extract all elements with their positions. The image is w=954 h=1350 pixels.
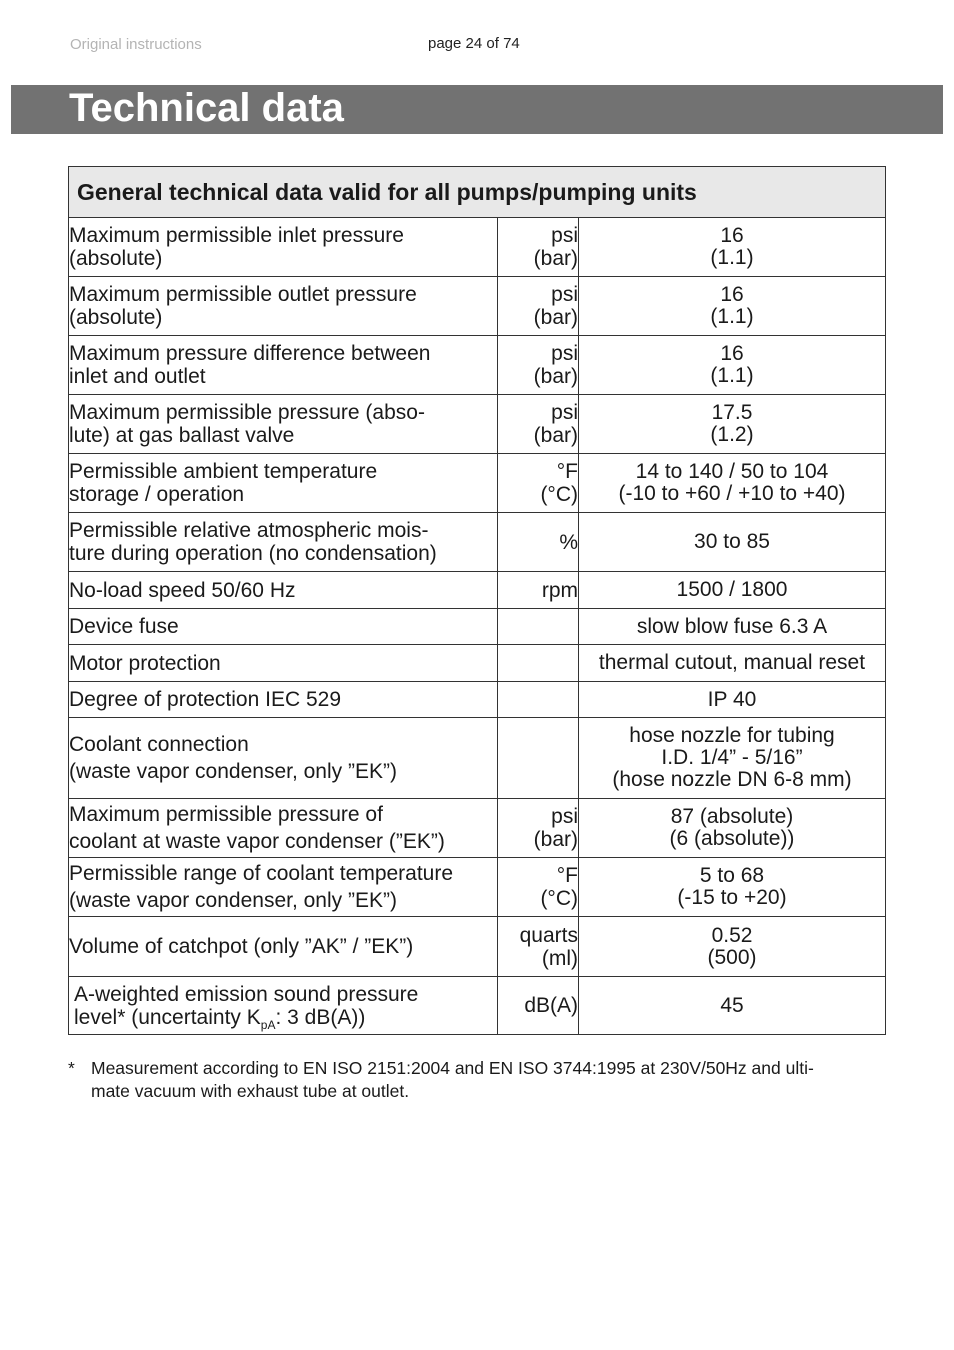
row-unit-line: (bar) xyxy=(533,306,578,329)
footnote-text xyxy=(91,1057,888,1103)
row-value-line: slow blow fuse 6.3 A xyxy=(636,614,828,638)
row-value-line: (1.1) xyxy=(710,246,754,269)
row-label-line: (absolute) xyxy=(69,306,163,329)
row-label-line: Permissible ambient temperature xyxy=(69,460,378,483)
row-label-line xyxy=(74,1005,497,1032)
table-row xyxy=(69,682,886,718)
table-heading: General technical data valid for all pumps/pumping units xyxy=(69,167,886,218)
footnote-marker: * xyxy=(68,1058,75,1078)
row-unit-line: psi xyxy=(551,342,578,365)
row-value xyxy=(579,454,886,513)
row-value-line: (500) xyxy=(707,945,757,969)
row-unit-line: °F xyxy=(556,460,578,483)
row-unit-line: (bar) xyxy=(533,828,578,851)
row-label xyxy=(69,454,498,513)
row-value-line: (-10 to +60 / +10 to +40) xyxy=(618,482,846,505)
row-label-line: (absolute) xyxy=(69,247,163,270)
row-value-line: (1.1) xyxy=(710,305,754,328)
table-row xyxy=(69,858,886,917)
row-unit xyxy=(498,218,579,277)
row-label-line: inlet and outlet xyxy=(69,365,206,388)
row-unit xyxy=(498,917,579,977)
table-row xyxy=(69,395,886,454)
row-value-line: hose nozzle for tubing xyxy=(629,724,835,747)
row-label xyxy=(69,277,498,336)
row-label-line: Motor protection xyxy=(69,651,221,675)
row-label xyxy=(69,395,498,454)
row-label xyxy=(69,718,498,799)
row-label-line: Permissible range of coolant temperature xyxy=(69,862,454,885)
row-value-line: 45 xyxy=(720,993,744,1017)
row-unit xyxy=(498,645,579,682)
row-label-line: coolant at waste vapor condenser (”EK”) xyxy=(69,830,445,853)
table-body xyxy=(69,218,886,1035)
row-unit xyxy=(498,609,579,645)
table-row xyxy=(69,645,886,682)
row-label-line: Device fuse xyxy=(69,615,179,638)
row-label-line: Maximum pressure difference between xyxy=(69,342,431,365)
row-unit-line: quarts xyxy=(519,923,578,947)
label-subscript: pA xyxy=(260,1017,276,1032)
row-unit-line: psi xyxy=(551,805,578,828)
row-unit-line: (°C) xyxy=(540,887,578,910)
row-unit-line: rpm xyxy=(541,578,578,602)
footnote-line: mate vacuum with exhaust tube at outlet. xyxy=(91,1081,410,1101)
row-label xyxy=(69,336,498,395)
row-label-line: Maximum permissible inlet pressure xyxy=(69,224,404,247)
row-value-line: I.D. 1/4” - 5/16” xyxy=(661,746,803,769)
row-unit-line: (°C) xyxy=(540,483,578,506)
row-label-line: Maximum permissible pressure of xyxy=(69,803,383,826)
row-label-line: Degree of protection IEC 529 xyxy=(69,688,341,711)
row-value xyxy=(579,917,886,977)
row-unit xyxy=(498,336,579,395)
row-label xyxy=(69,977,498,1035)
row-unit xyxy=(498,682,579,718)
row-label-line: storage / operation xyxy=(69,483,245,506)
row-value-line: 5 to 68 xyxy=(699,864,765,887)
row-label xyxy=(69,609,498,645)
table-row xyxy=(69,454,886,513)
row-label-line: ture during operation (no condensation) xyxy=(69,542,437,565)
row-unit xyxy=(498,977,579,1035)
row-value xyxy=(579,277,886,336)
row-label-line: Permissible relative atmospheric mois- xyxy=(69,519,429,542)
row-value xyxy=(579,682,886,718)
table-row xyxy=(69,572,886,609)
footnote xyxy=(68,1057,888,1103)
page-title: Technical data xyxy=(69,86,344,130)
row-unit-line: (ml) xyxy=(541,946,578,970)
row-value-line: thermal cutout, manual reset xyxy=(598,651,866,674)
label-text: level* (uncertainty K xyxy=(74,1005,261,1029)
row-label-line: lute) at gas ballast valve xyxy=(69,424,295,447)
row-label-line: Maximum permissible outlet pressure xyxy=(69,283,417,306)
table-row xyxy=(69,277,886,336)
table-row xyxy=(69,917,886,977)
row-value-line: (hose nozzle DN 6-8 mm) xyxy=(612,768,852,791)
row-unit-line: % xyxy=(559,530,578,554)
row-label xyxy=(69,858,498,917)
row-unit xyxy=(498,858,579,917)
row-label-line: A-weighted emission sound pressure xyxy=(74,982,419,1006)
row-value xyxy=(579,645,886,682)
row-unit xyxy=(498,454,579,513)
row-unit-line: psi xyxy=(551,401,578,424)
row-unit xyxy=(498,277,579,336)
row-value xyxy=(579,572,886,609)
page-indicator: page 24 of 74 xyxy=(428,35,520,52)
row-value-line: (1.2) xyxy=(710,423,754,446)
row-value-line: 14 to 140 / 50 to 104 xyxy=(635,460,829,483)
row-label xyxy=(69,917,498,977)
footnote-line: Measurement according to EN ISO 2151:2004 and EN ISO 3744:1995 at 230V/50Hz and ulti- xyxy=(91,1058,814,1078)
row-label-line: Maximum permissible pressure (abso- xyxy=(69,401,425,424)
title-bar xyxy=(11,85,943,134)
row-unit-line: °F xyxy=(556,864,578,887)
table-row xyxy=(69,977,886,1035)
technical-data-table xyxy=(68,166,886,1035)
row-value xyxy=(579,858,886,917)
row-value xyxy=(579,718,886,799)
row-unit xyxy=(498,395,579,454)
row-unit-line: (bar) xyxy=(533,365,578,388)
row-value-line: (1.1) xyxy=(710,364,754,387)
row-unit-line: (bar) xyxy=(533,247,578,270)
row-value xyxy=(579,218,886,277)
table-row xyxy=(69,336,886,395)
table-row xyxy=(69,609,886,645)
row-unit-line: psi xyxy=(551,283,578,306)
document-label: Original instructions xyxy=(70,36,202,53)
row-value-line: 87 (absolute) xyxy=(670,805,794,828)
row-value-line: 17.5 xyxy=(711,401,753,424)
table-row xyxy=(69,218,886,277)
row-label xyxy=(69,682,498,718)
row-label-line: Volume of catchpot (only ”AK” / ”EK”) xyxy=(69,935,414,958)
row-label xyxy=(69,513,498,572)
row-value-line: (6 (absolute)) xyxy=(669,827,795,850)
row-value-line: 16 xyxy=(720,342,744,365)
row-value xyxy=(579,799,886,858)
row-label-line: No-load speed 50/60 Hz xyxy=(69,578,296,602)
row-label-line: (waste vapor condenser, only ”EK”) xyxy=(69,760,397,783)
row-value xyxy=(579,395,886,454)
row-value-line: 0.52 xyxy=(711,923,753,947)
row-value-line: 16 xyxy=(720,224,744,247)
label-text: : 3 dB(A)) xyxy=(275,1005,366,1029)
row-value-line: 1500 / 1800 xyxy=(676,578,788,601)
row-unit-line: dB(A) xyxy=(524,994,578,1017)
row-value-line: (-15 to +20) xyxy=(677,886,787,909)
row-unit-line: (bar) xyxy=(533,424,578,447)
row-label xyxy=(69,799,498,858)
row-value-line: 30 to 85 xyxy=(694,530,770,553)
row-label-line: Coolant connection xyxy=(69,733,249,756)
row-value-line: IP 40 xyxy=(707,687,757,711)
row-value xyxy=(579,336,886,395)
row-value xyxy=(579,609,886,645)
table-row xyxy=(69,513,886,572)
row-unit xyxy=(498,513,579,572)
row-label xyxy=(69,218,498,277)
row-value xyxy=(579,513,886,572)
row-unit xyxy=(498,572,579,609)
row-unit xyxy=(498,799,579,858)
row-value xyxy=(579,977,886,1035)
row-label xyxy=(69,572,498,609)
table-row xyxy=(69,799,886,858)
row-label-line: (waste vapor condenser, only ”EK”) xyxy=(69,889,397,912)
row-unit-line: psi xyxy=(551,224,578,247)
row-unit xyxy=(498,718,579,799)
row-label xyxy=(69,645,498,682)
table-row xyxy=(69,718,886,799)
row-value-line: 16 xyxy=(720,283,744,306)
